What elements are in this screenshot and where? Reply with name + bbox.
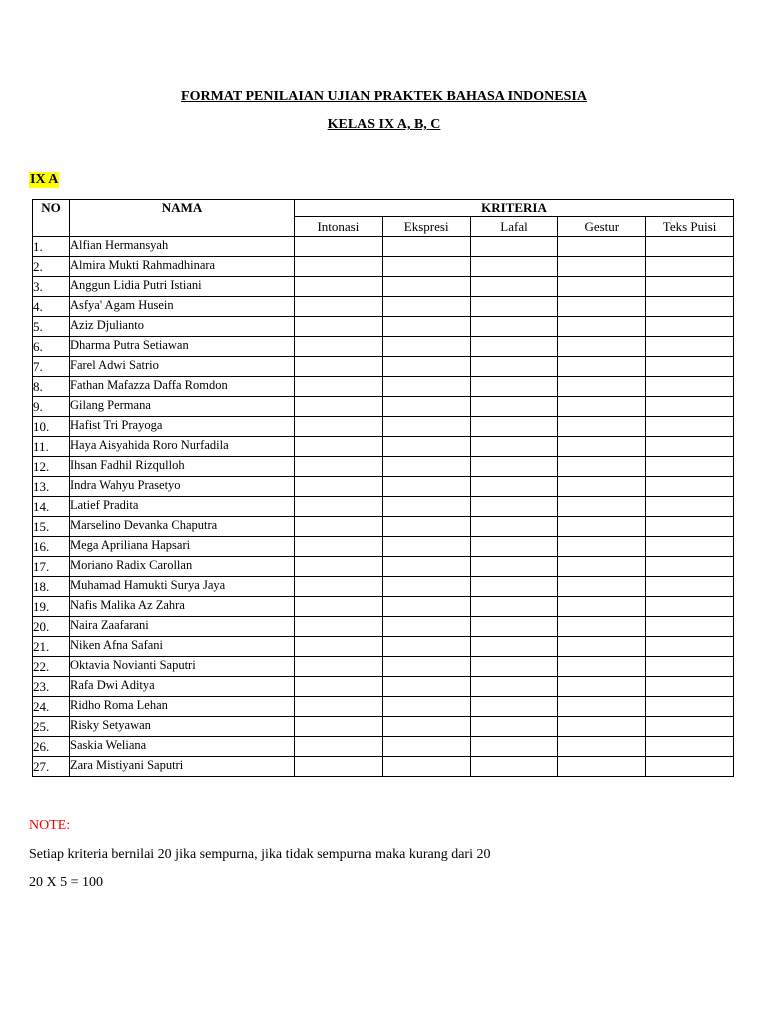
student-name: Moriano Radix Carollan	[70, 557, 295, 577]
row-number: 9.	[33, 397, 70, 417]
student-name: Indra Wahyu Prasetyo	[70, 477, 295, 497]
score-cell[interactable]	[646, 657, 734, 677]
score-cell[interactable]	[470, 497, 558, 517]
score-cell[interactable]	[382, 677, 470, 697]
row-number: 14.	[33, 497, 70, 517]
note-label: NOTE:	[29, 818, 71, 833]
student-name: Zara Mistiyani Saputri	[70, 757, 295, 777]
table-row	[33, 597, 734, 617]
score-cell[interactable]	[646, 257, 734, 277]
table-row	[33, 257, 734, 277]
score-cell[interactable]	[382, 357, 470, 377]
score-cell[interactable]	[558, 617, 646, 637]
student-name: Ridho Roma Lehan	[70, 697, 295, 717]
score-cell[interactable]	[295, 557, 383, 577]
table-row	[33, 557, 734, 577]
score-cell[interactable]	[382, 557, 470, 577]
header-teks-puisi: Teks Puisi	[646, 217, 734, 237]
score-cell[interactable]	[470, 397, 558, 417]
student-name: Almira Mukti Rahmadhinara	[70, 257, 295, 277]
score-cell[interactable]	[295, 297, 383, 317]
score-cell[interactable]	[382, 317, 470, 337]
score-cell[interactable]	[558, 317, 646, 337]
row-number: 11.	[33, 437, 70, 457]
table-row	[33, 377, 734, 397]
score-cell[interactable]	[646, 357, 734, 377]
score-cell[interactable]	[295, 517, 383, 537]
student-name: Saskia Weliana	[70, 737, 295, 757]
score-cell[interactable]	[646, 477, 734, 497]
score-cell[interactable]	[646, 317, 734, 337]
score-cell[interactable]	[470, 237, 558, 257]
score-cell[interactable]	[470, 757, 558, 777]
score-cell[interactable]	[382, 517, 470, 537]
score-cell[interactable]	[646, 417, 734, 437]
score-cell[interactable]	[646, 637, 734, 657]
table-row	[33, 517, 734, 537]
score-cell[interactable]	[558, 697, 646, 717]
score-cell[interactable]	[470, 277, 558, 297]
student-name: Mega Apriliana Hapsari	[70, 537, 295, 557]
score-cell[interactable]	[646, 737, 734, 757]
score-cell[interactable]	[558, 497, 646, 517]
score-cell[interactable]	[558, 557, 646, 577]
score-cell[interactable]	[646, 577, 734, 597]
row-number: 19.	[33, 597, 70, 617]
table-row	[33, 657, 734, 677]
table-row	[33, 457, 734, 477]
score-cell[interactable]	[470, 417, 558, 437]
score-cell[interactable]	[558, 417, 646, 437]
score-cell[interactable]	[558, 517, 646, 537]
table-row	[33, 497, 734, 517]
score-cell[interactable]	[382, 297, 470, 317]
row-number: 3.	[33, 277, 70, 297]
score-cell[interactable]	[382, 597, 470, 617]
score-cell[interactable]	[646, 697, 734, 717]
score-cell[interactable]	[646, 557, 734, 577]
student-name: Gilang Permana	[70, 397, 295, 417]
student-name: Aziz Djulianto	[70, 317, 295, 337]
row-number: 26.	[33, 737, 70, 757]
score-cell[interactable]	[646, 537, 734, 557]
table-row	[33, 717, 734, 737]
score-cell[interactable]	[646, 377, 734, 397]
student-name: Oktavia Novianti Saputri	[70, 657, 295, 677]
header-ekspresi: Ekspresi	[382, 217, 470, 237]
score-cell[interactable]	[382, 537, 470, 557]
row-number: 7.	[33, 357, 70, 377]
score-cell[interactable]	[382, 717, 470, 737]
row-number: 16.	[33, 537, 70, 557]
score-cell[interactable]	[558, 677, 646, 697]
row-number: 21.	[33, 637, 70, 657]
score-cell[interactable]	[382, 417, 470, 437]
score-cell[interactable]	[470, 437, 558, 457]
score-cell[interactable]	[470, 377, 558, 397]
row-number: 27.	[33, 757, 70, 777]
score-cell[interactable]	[558, 277, 646, 297]
student-name: Farel Adwi Satrio	[70, 357, 295, 377]
score-cell[interactable]	[295, 417, 383, 437]
score-cell[interactable]	[470, 717, 558, 737]
table-row	[33, 437, 734, 457]
student-name: Hafist Tri Prayoga	[70, 417, 295, 437]
class-label: IX A	[30, 172, 59, 187]
score-cell[interactable]	[646, 437, 734, 457]
score-cell[interactable]	[295, 437, 383, 457]
table-row	[33, 237, 734, 257]
score-cell[interactable]	[558, 397, 646, 417]
score-cell[interactable]	[382, 637, 470, 657]
score-cell[interactable]	[382, 617, 470, 637]
score-cell[interactable]	[470, 677, 558, 697]
score-cell[interactable]	[470, 477, 558, 497]
score-cell[interactable]	[470, 257, 558, 277]
score-cell[interactable]	[470, 697, 558, 717]
row-number: 13.	[33, 477, 70, 497]
score-cell[interactable]	[295, 677, 383, 697]
score-cell[interactable]	[470, 357, 558, 377]
score-cell[interactable]	[558, 377, 646, 397]
row-number: 4.	[33, 297, 70, 317]
score-cell[interactable]	[295, 537, 383, 557]
table-row	[33, 697, 734, 717]
row-number: 12.	[33, 457, 70, 477]
score-cell[interactable]	[558, 757, 646, 777]
student-name: Marselino Devanka Chaputra	[70, 517, 295, 537]
score-cell[interactable]	[295, 597, 383, 617]
score-cell[interactable]	[382, 757, 470, 777]
score-cell[interactable]	[295, 657, 383, 677]
score-cell[interactable]	[646, 757, 734, 777]
table-row	[33, 277, 734, 297]
student-name: Muhamad Hamukti Surya Jaya	[70, 577, 295, 597]
score-cell[interactable]	[558, 637, 646, 657]
table-row	[33, 317, 734, 337]
score-cell[interactable]	[295, 377, 383, 397]
score-cell[interactable]	[558, 657, 646, 677]
score-cell[interactable]	[646, 397, 734, 417]
header-gestur: Gestur	[558, 217, 646, 237]
score-cell[interactable]	[295, 337, 383, 357]
score-cell[interactable]	[470, 557, 558, 577]
row-number: 22.	[33, 657, 70, 677]
row-number: 5.	[33, 317, 70, 337]
score-cell[interactable]	[295, 357, 383, 377]
score-cell[interactable]	[295, 257, 383, 277]
score-cell[interactable]	[470, 297, 558, 317]
score-cell[interactable]	[558, 237, 646, 257]
table-row	[33, 417, 734, 437]
score-cell[interactable]	[558, 257, 646, 277]
row-number: 17.	[33, 557, 70, 577]
score-cell[interactable]	[295, 617, 383, 637]
score-cell[interactable]	[382, 457, 470, 477]
student-name: Haya Aisyahida Roro Nurfadila	[70, 437, 295, 457]
score-cell[interactable]	[470, 537, 558, 557]
student-name: Asfya' Agam Husein	[70, 297, 295, 317]
score-cell[interactable]	[382, 237, 470, 257]
grading-table	[32, 199, 734, 777]
header-lafal: Lafal	[470, 217, 558, 237]
student-name: Anggun Lidia Putri Istiani	[70, 277, 295, 297]
document-subtitle: KELAS IX A, B, C	[327, 117, 441, 132]
header-kriteria: KRITERIA	[295, 200, 734, 217]
row-number: 20.	[33, 617, 70, 637]
row-number: 15.	[33, 517, 70, 537]
header-nama: NAMA	[70, 200, 295, 237]
score-cell[interactable]	[382, 377, 470, 397]
score-cell[interactable]	[558, 717, 646, 737]
score-cell[interactable]	[646, 237, 734, 257]
table-row	[33, 357, 734, 377]
score-cell[interactable]	[558, 437, 646, 457]
score-cell[interactable]	[646, 457, 734, 477]
table-body	[33, 237, 734, 777]
score-cell[interactable]	[470, 737, 558, 757]
student-name: Alfian Hermansyah	[70, 237, 295, 257]
score-cell[interactable]	[558, 737, 646, 757]
header-intonasi: Intonasi	[295, 217, 383, 237]
score-cell[interactable]	[558, 357, 646, 377]
score-cell[interactable]	[382, 657, 470, 677]
score-cell[interactable]	[295, 757, 383, 777]
score-cell[interactable]	[558, 577, 646, 597]
score-cell[interactable]	[646, 677, 734, 697]
score-cell[interactable]	[295, 397, 383, 417]
score-cell[interactable]	[558, 597, 646, 617]
score-cell[interactable]	[295, 237, 383, 257]
score-cell[interactable]	[558, 537, 646, 557]
student-name: Latief Pradita	[70, 497, 295, 517]
row-number: 6.	[33, 337, 70, 357]
row-number: 1.	[33, 237, 70, 257]
row-number: 8.	[33, 377, 70, 397]
score-cell[interactable]	[470, 657, 558, 677]
score-cell[interactable]	[470, 317, 558, 337]
score-cell[interactable]	[470, 577, 558, 597]
score-cell[interactable]	[558, 337, 646, 357]
score-cell[interactable]	[382, 277, 470, 297]
score-cell[interactable]	[382, 697, 470, 717]
score-cell[interactable]	[295, 457, 383, 477]
student-name: Risky Setyawan	[70, 717, 295, 737]
score-cell[interactable]	[646, 597, 734, 617]
score-cell[interactable]	[295, 697, 383, 717]
score-cell[interactable]	[382, 737, 470, 757]
score-formula: 20 X 5 = 100	[29, 875, 104, 890]
score-cell[interactable]	[558, 457, 646, 477]
score-cell[interactable]	[470, 597, 558, 617]
table-row	[33, 337, 734, 357]
row-number: 23.	[33, 677, 70, 697]
table-row	[33, 617, 734, 637]
score-cell[interactable]	[470, 637, 558, 657]
score-cell[interactable]	[382, 437, 470, 457]
student-name: Niken Afna Safani	[70, 637, 295, 657]
score-cell[interactable]	[382, 337, 470, 357]
note-text: Setiap kriteria bernilai 20 jika sempurna, jika tidak sempurna maka kurang dari 20	[29, 847, 491, 862]
score-cell[interactable]	[295, 637, 383, 657]
row-number: 10.	[33, 417, 70, 437]
score-cell[interactable]	[646, 497, 734, 517]
score-cell[interactable]	[295, 497, 383, 517]
table-row	[33, 477, 734, 497]
table-row	[33, 577, 734, 597]
score-cell[interactable]	[382, 577, 470, 597]
score-cell[interactable]	[382, 257, 470, 277]
table-row	[33, 757, 734, 777]
row-number: 25.	[33, 717, 70, 737]
score-cell[interactable]	[295, 277, 383, 297]
student-name: Ihsan Fadhil Rizqulloh	[70, 457, 295, 477]
table-row	[33, 537, 734, 557]
score-cell[interactable]	[295, 317, 383, 337]
student-name: Fathan Mafazza Daffa Romdon	[70, 377, 295, 397]
score-cell[interactable]	[558, 477, 646, 497]
score-cell[interactable]	[646, 337, 734, 357]
document-title: FORMAT PENILAIAN UJIAN PRAKTEK BAHASA INDONESIA	[181, 89, 587, 104]
header-no: NO	[33, 200, 70, 237]
score-cell[interactable]	[470, 617, 558, 637]
score-cell[interactable]	[295, 477, 383, 497]
score-cell[interactable]	[646, 517, 734, 537]
table-row	[33, 637, 734, 657]
score-cell[interactable]	[470, 517, 558, 537]
score-cell[interactable]	[295, 717, 383, 737]
student-name: Nafis Malika Az Zahra	[70, 597, 295, 617]
score-cell[interactable]	[558, 297, 646, 317]
row-number: 24.	[33, 697, 70, 717]
score-cell[interactable]	[646, 277, 734, 297]
score-cell[interactable]	[646, 617, 734, 637]
table-row	[33, 297, 734, 317]
table-row	[33, 677, 734, 697]
table-row	[33, 737, 734, 757]
score-cell[interactable]	[382, 497, 470, 517]
score-cell[interactable]	[382, 477, 470, 497]
score-cell[interactable]	[470, 457, 558, 477]
table-row	[33, 397, 734, 417]
row-number: 18.	[33, 577, 70, 597]
score-cell[interactable]	[646, 717, 734, 737]
student-name: Dharma Putra Setiawan	[70, 337, 295, 357]
score-cell[interactable]	[470, 337, 558, 357]
row-number: 2.	[33, 257, 70, 277]
score-cell[interactable]	[295, 577, 383, 597]
score-cell[interactable]	[382, 397, 470, 417]
score-cell[interactable]	[295, 737, 383, 757]
score-cell[interactable]	[646, 297, 734, 317]
student-name: Rafa Dwi Aditya	[70, 677, 295, 697]
student-name: Naira Zaafarani	[70, 617, 295, 637]
